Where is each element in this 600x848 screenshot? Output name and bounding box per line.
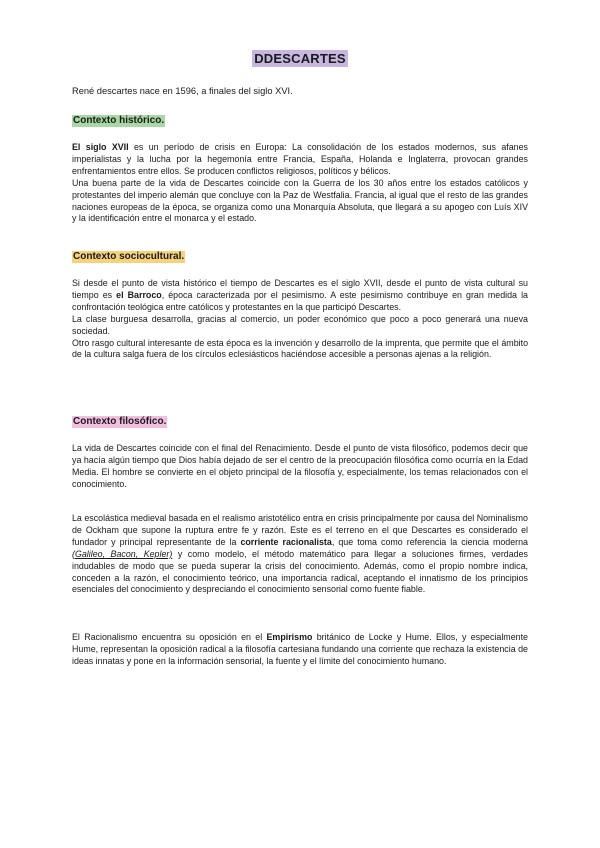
bold-term: el Barroco [116, 289, 162, 300]
bold-term: Empirismo [266, 632, 313, 642]
paragraph: Una buena parte de la vida de Descartes coincide con la Guerra de los 30 años entre los estados católicos y protestantes del imperio alemán que concluye con la Paz de Westfalia. Francia, al igual que el resto de las grandes naciones europeas de la época, se organiza como una Monarquía Absoluta, que llegará a su apogeo con Luís XIV y la identificación entre el monarca y el estado. [72, 177, 528, 224]
section-body-filosofico [72, 443, 528, 491]
section-heading-filosofico: Contexto filosófico. [73, 416, 167, 427]
paragraph: El Racionalismo encuentra su oposición en el Empirismo británico de Locke y Hume. Ellos, y especialmente Hume, representan la oposición radical a la filosofía cartesiana fundando una corriente que rechaza la existencia de ideas innatas y pone en la información sensorial, la fuente y el límite del conocimiento humano. [72, 632, 528, 666]
paragraph: Si desde el punto de vista histórico el tiempo de Descartes es el siglo XVII, desde el punto de vista cultural su tiempo es el Barroco, época caracterizada por el pesimismo. A este pesimismo contribuye en gran medida la confrontación teológica entre católicos y protestantes en la que participó Descartes. [72, 278, 528, 312]
intro-line: René descartes nace en 1596, a finales del siglo XVI. [72, 86, 293, 96]
section-body-sociocultural [72, 278, 528, 361]
section-body-filosofico-2 [72, 513, 528, 596]
bold-term: El siglo XVII [72, 142, 129, 152]
underlined-reference: (Galileo, Bacon, Kepler) [72, 548, 173, 559]
paragraph: El siglo XVII es un período de crisis en Europa: La consolidación de los estados modernos, sus afanes imperialistas y la lucha por la hegemonía entre Francia, España, Holanda e Inglaterra, provocan grandes enfrentamientos entre ellos. Se producen conflictos religiosos, políticos y bélicos. [72, 142, 528, 176]
section-heading-historico: Contexto histórico. [73, 115, 165, 126]
section-body-filosofico-3 [72, 632, 528, 668]
section-body-historico [72, 142, 528, 225]
paragraph: La clase burguesa desarrolla, gracias al comercio, un poder económico que poco a poco generará una nueva sociedad. [72, 313, 528, 336]
title-highlight: DDESCARTES [254, 51, 346, 66]
paragraph: La escolástica medieval basada en el realismo aristotélico entra en crisis principalmente por causa del Nominalismo de Ockham que supone la ruptura entre fe y razón. Este es el terreno en el que Descartes es considerado el fundador y principal representante de la corriente racionalista, que toma como referencia la ciencia moderna (Galileo, Bacon, Kepler) y como modelo, el método matemático para llegar a soluciones firmes, verdades indudables de modo que se pueda superar la crisis del conocimiento. Además, como el propio nombre indica, conceden a la razón, el conocimiento teórico, una importancia radical, aceptando el innatismo de los principios esenciales del conocimiento y despreciando el conocimiento sensorial como fuente fiable. [72, 513, 528, 595]
bold-term: corriente racionalista [240, 536, 332, 547]
paragraph: Otro rasgo cultural interesante de esta época es la invención y desarrollo de la imprenta, que permite que el ámbito de la cultura salga fuera de los círculos eclesiásticos haciéndose accesible a personas ajenas a la religión. [72, 337, 528, 360]
section-heading-sociocultural: Contexto sociocultural. [73, 251, 185, 262]
document-title [72, 50, 528, 68]
paragraph: La vida de Descartes coincide con el final del Renacimiento. Desde el punto de vista filosófico, podemos decir que ya hacía algún tiempo que Dios había dejado de ser el centro de la preocupación filosófica como ocurría en la Edad Media. El hombre se convierte en el objeto principal de la filosofía y, especialmente, los temas relacionados con el conocimiento. [72, 443, 528, 489]
